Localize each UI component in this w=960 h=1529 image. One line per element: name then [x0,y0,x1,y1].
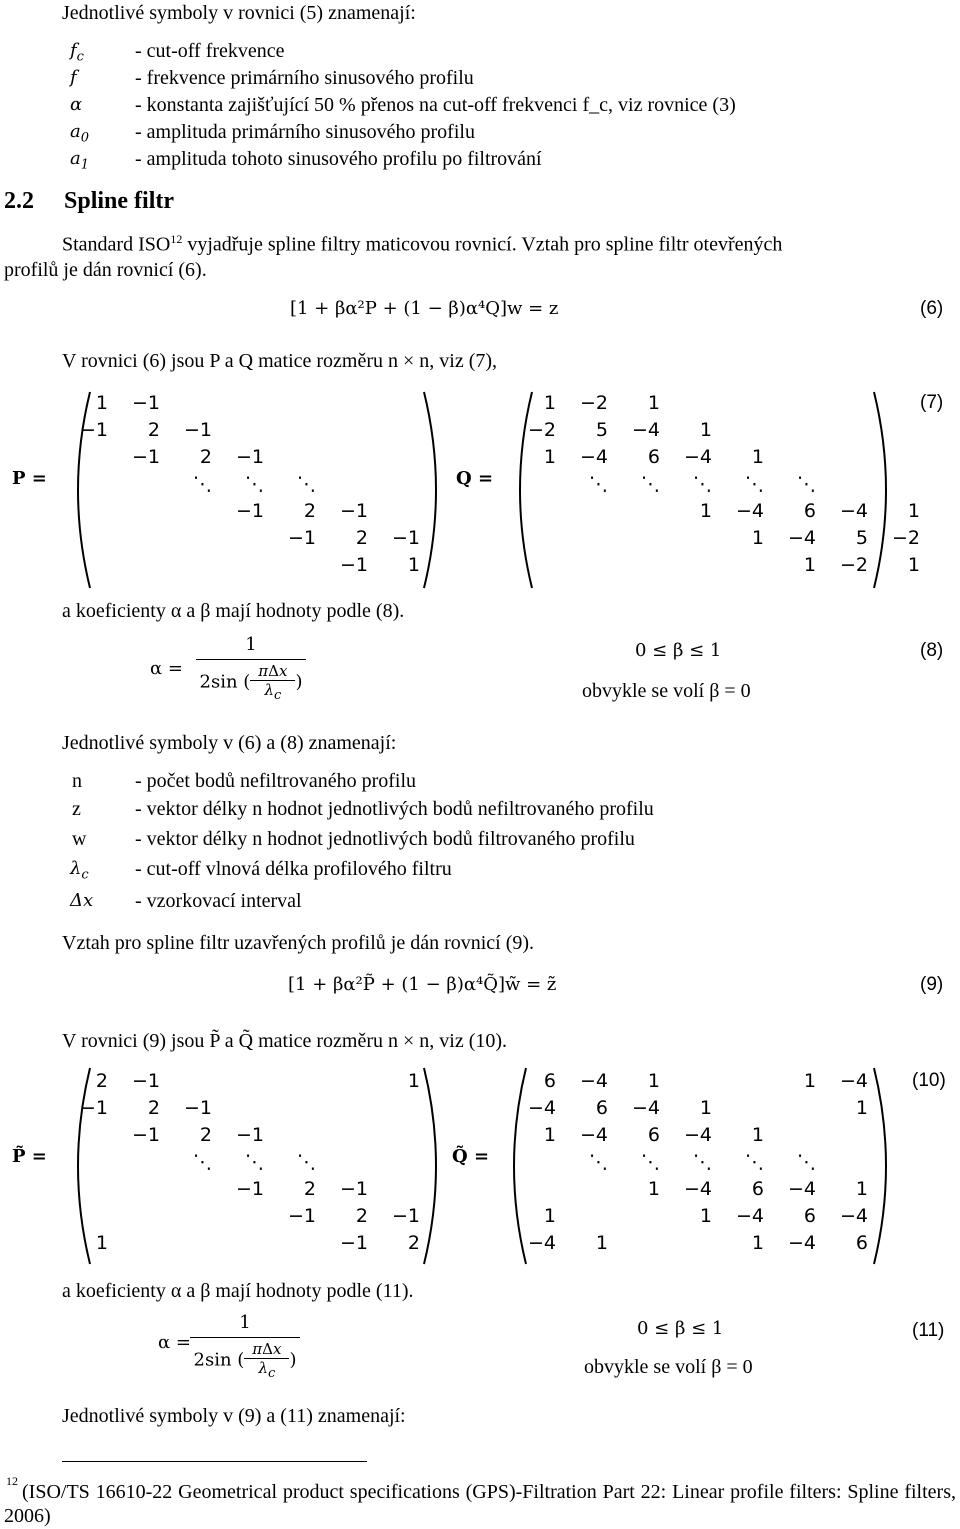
matrix-cell: 2 [147,419,160,441]
matrix-cell: 1 [699,1097,712,1119]
matrix-cell: −4 [579,1070,608,1092]
matrix-cell: 2 [147,1097,160,1119]
paragraph-matrices-10: V rovnici (9) jsou P̃ a Q̃ matice rozměru n × n, viz (10). [62,1030,508,1052]
symbol-a0: $a_0$ [70,121,90,146]
symbol-z: z [72,798,81,820]
equation-number-8: (8) [920,640,944,661]
matrix-cell: −1 [131,446,160,468]
paragraph-iso [62,232,782,257]
matrix-cell: ⋱ [589,1151,608,1173]
matrix-P-right-paren [420,390,450,590]
matrix-cell: 1 [543,1124,556,1146]
matrix-cell: 1 [647,1178,660,1200]
matrix-cell: ⋱ [693,1151,712,1173]
matrix-cell: 6 [855,1232,868,1254]
matrix-cell: 1 [699,1205,712,1227]
matrix-cell: −4 [839,1070,868,1092]
symbol-desc: - amplituda tohoto sinusového profilu po filtrování [135,148,542,170]
equation-6: [1 + βα²P + (1 − β)α⁴Q]w = z [290,298,559,319]
eq11-condition: 0 ≤ β ≤ 1 [637,1318,724,1339]
matrix-cell: 1 [855,1178,868,1200]
paragraph-coefficients-8: a koeficienty α a β mají hodnoty podle (8). [62,600,405,622]
matrix-cell: ⋱ [297,473,316,495]
matrix-cell: ⋱ [641,1151,660,1173]
matrix-cell: 1 [407,1070,420,1092]
matrix-cell: 2 [355,1205,368,1227]
matrix-cell: 1 [803,554,816,576]
symbol-desc: - amplituda primárního sinusového profilu [135,121,475,143]
equation-number-10: (10) [912,1070,946,1091]
eq8-numerator: 1 [245,634,257,655]
matrix-cell: ⋱ [245,1151,264,1173]
matrix-cell: 6 [647,1124,660,1146]
matrix-cell: −1 [339,1232,368,1254]
matrix-cell: −4 [787,1178,816,1200]
matrix-cell: −4 [787,1232,816,1254]
matrix-cell: −1 [183,419,212,441]
matrix-cell: 2 [95,1070,108,1092]
symbol-desc: - cut-off frekvence [135,40,285,62]
matrix-Q-label: Q = [456,468,494,489]
matrix-cell: −4 [787,527,816,549]
symbol-desc: - vzorkovací interval [135,890,302,912]
matrix-cell: 6 [647,446,660,468]
matrix-cell: −4 [839,1205,868,1227]
symbol-fc: $f_c$ [70,40,84,65]
matrix-cell: −1 [339,554,368,576]
matrix-cell: 6 [803,500,816,522]
matrix-cell: ⋱ [193,473,212,495]
matrix-cell: 1 [95,1232,108,1254]
matrix-P-tilde-right-paren [420,1066,450,1266]
matrix-cell: ⋱ [797,1151,816,1173]
matrix-cell: 1 [407,554,420,576]
eq11-fraction [190,1312,300,1381]
matrix-cell: ⋱ [245,473,264,495]
paragraph-closed-profiles: Vztah pro spline filtr uzavřených profilů je dán rovnicí (9). [62,932,535,954]
eq8-lhs: α = [150,658,183,679]
symbol-n: n [72,770,82,792]
matrix-cell: −4 [735,1205,764,1227]
equation-number-6: (6) [920,298,944,319]
matrix-cell: 1 [699,500,712,522]
intro-symbols-9-11: Jednotlivé symboly v (9) a (11) znamenají: [62,1405,406,1427]
matrix-cell: −2 [891,527,920,549]
equation-number-9: (9) [920,974,944,995]
matrix-cell: −1 [391,527,420,549]
matrix-cell: 6 [803,1205,816,1227]
eq11-note: obvykle se volí β = 0 [584,1356,753,1378]
intro-symbols-6-8: Jednotlivé symboly v (6) a (8) znamenají: [62,732,397,754]
symbol-desc: - počet bodů nefiltrovaného profilu [135,770,417,792]
matrix-cell: −1 [339,500,368,522]
matrix-cell: −1 [79,1097,108,1119]
matrix-cell: 2 [355,527,368,549]
matrix-cell: −1 [131,1124,160,1146]
matrix-cell: −4 [735,500,764,522]
matrix-cell: −1 [183,1097,212,1119]
matrix-cell: −4 [579,1124,608,1146]
matrix-cell: 1 [543,446,556,468]
matrix-cell: −1 [235,446,264,468]
symbol-alpha: α [70,94,83,115]
matrix-cell: −4 [683,446,712,468]
symbol-desc: - konstanta zajišťující 50 % přenos na cut-off frekvenci f_c, viz rovnice (3) [135,94,736,116]
matrix-cell: ⋱ [589,473,608,495]
matrix-cell: 2 [199,1124,212,1146]
matrix-cell: ⋱ [693,473,712,495]
section-number: 2.2 [4,188,34,214]
matrix-cell: −1 [235,1124,264,1146]
matrix-cell: ⋱ [745,1151,764,1173]
matrix-P-tilde-label: P̃ = [12,1146,47,1167]
matrix-cell: 5 [855,527,868,549]
matrix-cell: ⋱ [797,473,816,495]
matrix-cell: −1 [131,1070,160,1092]
symbol-desc: - vektor délky n hodnot jednotlivých bodů filtrovaného profilu [135,828,635,850]
matrix-cell: 1 [543,1205,556,1227]
symbol-lambda-c: $\lambda_c$ [70,858,89,883]
symbol-w: w [72,828,87,850]
matrix-cell: −2 [839,554,868,576]
footnote-separator [62,1461,367,1462]
eq8-fraction [196,634,306,703]
matrix-cell: ⋱ [745,473,764,495]
matrix-cell: 2 [303,500,316,522]
matrix-cell: 1 [95,392,108,414]
eq8-note: obvykle se volí β = 0 [582,680,751,702]
symbol-delta-x: Δx [70,890,94,911]
matrix-cell: 1 [595,1232,608,1254]
para-text: Standard ISO [62,233,171,256]
eq11-lhs: α = [158,1332,191,1353]
eq11-denominator: 2sin ( $\frac{\text{πΔx}}{\lambda_c}$ ) [190,1337,300,1381]
matrix-cell: 1 [647,392,660,414]
symbol-f: f [70,67,77,88]
symbol-desc: - vektor délky n hodnot jednotlivých bodů nefiltrovaného profilu [135,798,654,820]
matrix-cell: 1 [803,1070,816,1092]
symbol-a1: $a_1$ [70,148,90,173]
matrix-cell: −4 [683,1178,712,1200]
para-text: vyjadřuje spline filtry maticovou rovnicí. Vztah pro spline filtr otevřených [182,233,783,256]
matrix-cell: −1 [339,1178,368,1200]
eq11-numerator: 1 [239,1312,251,1333]
matrix-P-label: P = [12,468,47,489]
matrix-cell: 1 [647,1070,660,1092]
matrix-cell: 1 [699,419,712,441]
matrix-cell: ⋱ [193,1151,212,1173]
matrix-cell: 2 [407,1232,420,1254]
matrix-cell: 6 [751,1178,764,1200]
paragraph-matrices: V rovnici (6) jsou P a Q matice rozměru n × n, viz (7), [62,350,498,372]
eq8-denominator: 2sin ( $\frac{\text{πΔx}}{\lambda_c}$ ) [196,659,306,703]
equation-9: [1 + βα²P̃ + (1 − β)α⁴Q̃]w̃ = z̃ [288,974,557,995]
matrix-cell: −4 [527,1097,556,1119]
matrix-cell: −4 [631,419,660,441]
matrix-cell: −2 [579,392,608,414]
matrix-cell: 6 [543,1070,556,1092]
intro-symbols-5: Jednotlivé symboly v rovnici (5) znamenají: [62,2,416,24]
matrix-cell: −1 [235,1178,264,1200]
matrix-cell: 1 [751,446,764,468]
matrix-cell: −4 [631,1097,660,1119]
matrix-cell: 1 [907,500,920,522]
footnote-number: 12 [6,1474,18,1488]
matrix-cell: −1 [287,1205,316,1227]
matrix-cell: 2 [199,446,212,468]
matrix-cell: −1 [287,527,316,549]
matrix-cell: 5 [595,419,608,441]
matrix-cell: 6 [595,1097,608,1119]
paragraph-coefficients-11: a koeficienty α a β mají hodnoty podle (11). [62,1280,414,1302]
matrix-Q-tilde-label: Q̃ = [452,1146,490,1167]
matrix-cell: 1 [543,392,556,414]
matrix-cell: 1 [751,1232,764,1254]
matrix-cell: −4 [683,1124,712,1146]
matrix-cell: −1 [79,419,108,441]
section-title: Spline filtr [64,188,175,214]
matrix-cell: 1 [907,554,920,576]
symbol-desc: - cut-off vlnová délka profilového filtru [135,858,452,880]
matrix-cell: −1 [131,392,160,414]
matrix-cell: −4 [527,1232,556,1254]
matrix-cell: −4 [839,500,868,522]
equation-number-7: (7) [920,392,944,413]
matrix-Q-tilde-right-paren [870,1066,900,1266]
eq8-condition: 0 ≤ β ≤ 1 [635,640,722,661]
matrix-cell: −2 [527,419,556,441]
matrix-cell: −1 [235,500,264,522]
matrix-cell: 1 [855,1097,868,1119]
matrix-cell: 1 [751,527,764,549]
symbol-desc: - frekvence primárního sinusového profilu [135,67,474,89]
matrix-cell: ⋱ [297,1151,316,1173]
matrix-cell: −4 [579,446,608,468]
matrix-cell: 1 [751,1124,764,1146]
paragraph-iso-cont: profilů je dán rovnicí (6). [4,259,207,281]
matrix-cell: ⋱ [641,473,660,495]
equation-number-11: (11) [912,1320,945,1341]
matrix-cell: −1 [391,1205,420,1227]
footnote-text: (ISO/TS 16610-22 Geometrical product specifications (GPS)-Filtration Part 22: Linear profile filters: Spline filters, 2006) [4,1481,956,1527]
matrix-cell: 2 [303,1178,316,1200]
footnote-ref: 12 [170,232,183,246]
